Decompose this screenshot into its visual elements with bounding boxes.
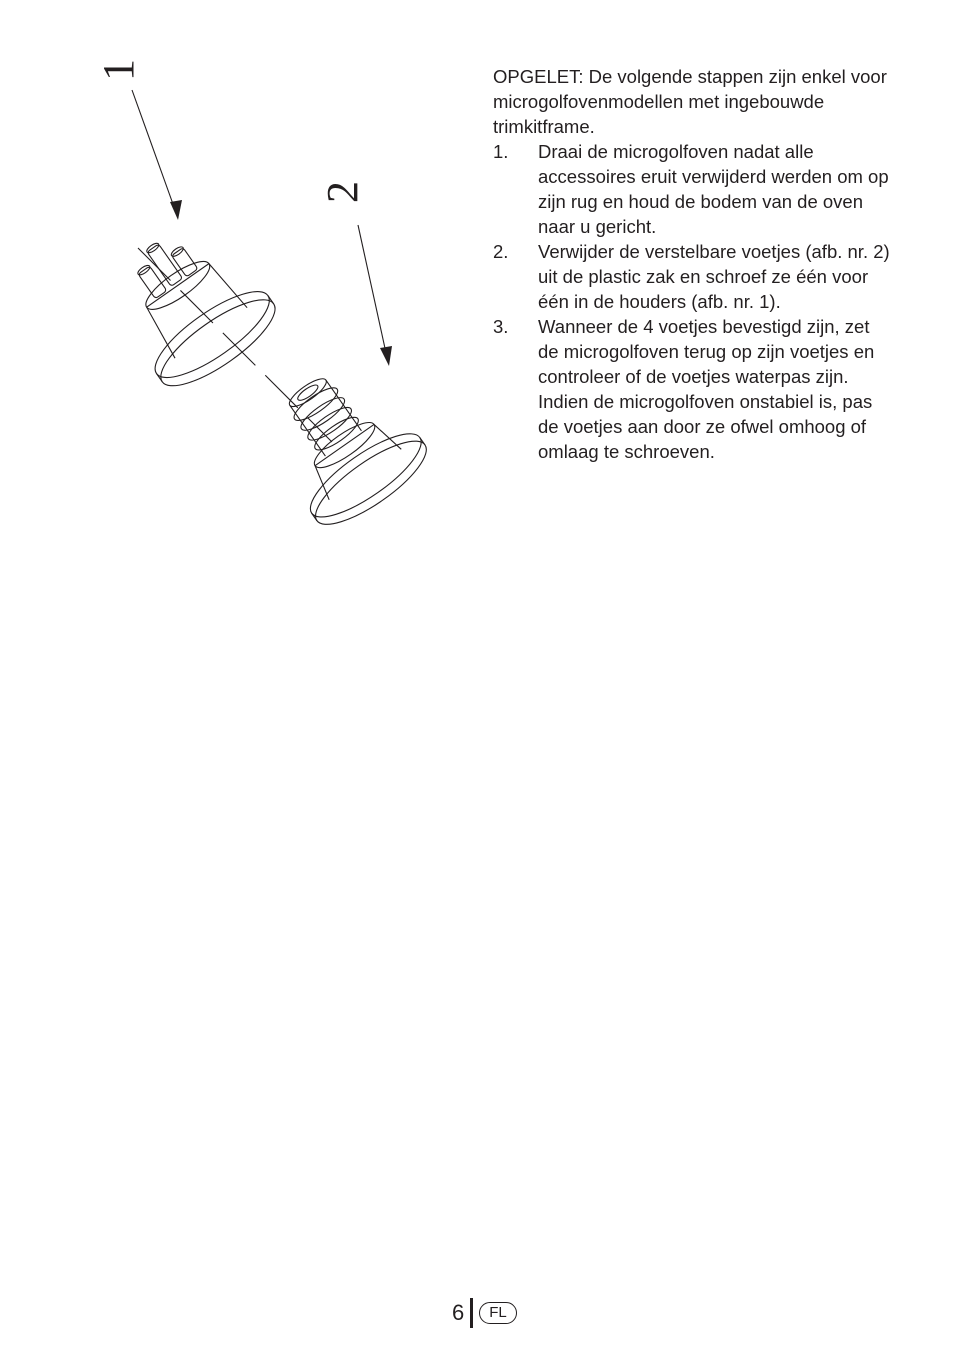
leader-line-2 <box>358 225 388 362</box>
step-item <box>493 139 893 239</box>
page-footer <box>452 1298 517 1328</box>
step-item <box>493 314 893 464</box>
step-item <box>493 239 893 314</box>
step-number: 1. <box>493 141 509 162</box>
language-badge: FL <box>479 1302 517 1324</box>
technical-drawing <box>90 50 450 530</box>
footer-divider <box>470 1298 473 1328</box>
foot-part <box>250 349 437 530</box>
arrowhead-2 <box>380 346 392 366</box>
callout-label-1: 1 <box>94 59 143 81</box>
step-list <box>493 139 893 464</box>
step-text: Verwijder de verstelbare voetjes (afb. nr. 2) uit de plastic zak en schroef ze één voor één in de houders (afb. nr. 1). <box>538 241 890 312</box>
step-text: Wanneer de 4 voetjes bevestigd zijn, zet de microgolfoven terug op zijn voetjes en controleer of de voetjes waterpas zijn. Indien de microgolfoven onstabiel is, pas de voetjes aan door ze ofwel omhoog of omlaag te schroeven. <box>538 316 875 462</box>
instructions <box>493 64 893 464</box>
step-number: 2. <box>493 241 509 262</box>
leader-line-1 <box>132 90 178 218</box>
step-text: Draai de microgolfoven nadat alle accessoires eruit verwijderd werden om op zijn rug en houd de bodem van de oven naar u gericht. <box>538 141 889 237</box>
warning-intro: OPGELET: De volgende stappen zijn enkel voor microgolfovenmodellen met ingebouwde trimkitframe. <box>493 66 887 137</box>
arrowhead-1 <box>170 200 182 220</box>
callout-label-2: 2 <box>318 181 367 203</box>
step-number: 3. <box>493 316 509 337</box>
page-number: 6 <box>452 1300 465 1325</box>
holder-part <box>95 207 287 400</box>
